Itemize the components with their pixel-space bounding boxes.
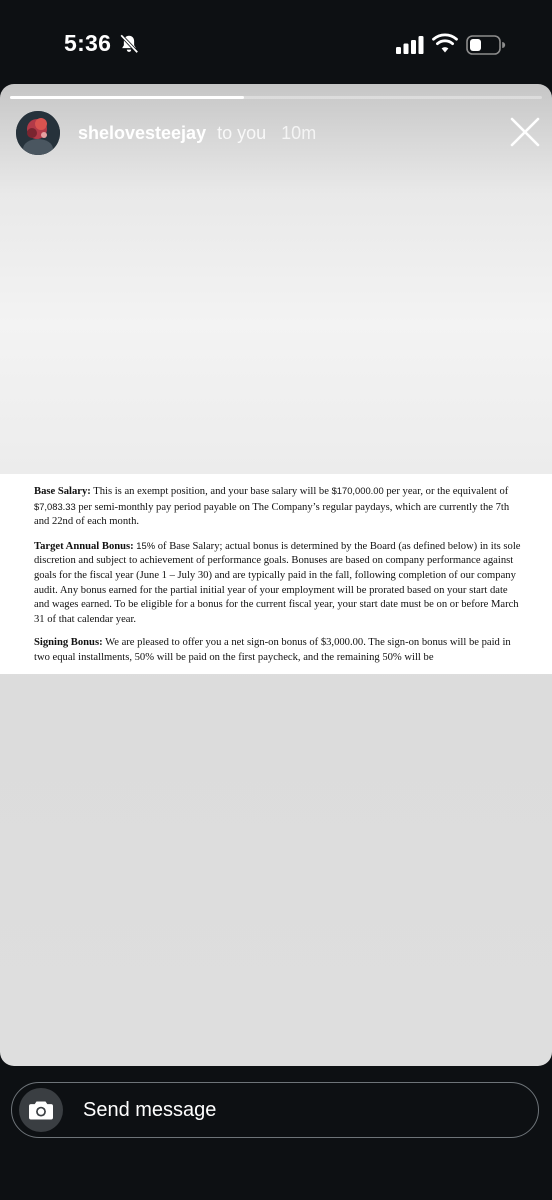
avatar[interactable] <box>16 111 60 155</box>
status-bar <box>0 0 552 84</box>
story-progress-fill <box>10 96 244 99</box>
send-message-input[interactable] <box>11 1082 539 1138</box>
signal-icon <box>396 36 424 54</box>
target-bonus-paragraph <box>34 539 524 628</box>
close-button[interactable] <box>507 114 543 150</box>
base-salary-amount: $170,000.00 <box>331 485 384 496</box>
avatar-image <box>16 111 60 155</box>
target-bonus-percent: 15% <box>133 539 156 551</box>
signing-bonus-heading: Signing Bonus: <box>34 637 103 649</box>
story-header <box>78 123 316 144</box>
signing-bonus-text: We are pleased to offer you a net sign-on bonus of $3,000.00. The sign-on bonus will be paid in two equal installments, 50% will be paid on the first paycheck, and the remaining 50% will be <box>34 637 511 663</box>
target-bonus-heading: Target Annual Bonus: <box>34 540 134 552</box>
message-bar <box>0 1066 552 1200</box>
camera-button[interactable] <box>19 1088 63 1132</box>
story-time-ago: 10m <box>281 123 317 143</box>
story-recipient: to you <box>217 123 267 143</box>
base-salary-heading: Base Salary: <box>34 486 91 497</box>
base-salary-text-1: This is an exempt position, and your base salary will be <box>90 486 332 497</box>
offer-letter-image <box>0 474 552 674</box>
bell-slash-icon <box>118 33 140 55</box>
story-progress-bar <box>10 96 542 99</box>
base-salary-text-2: per year, or the equivalent of <box>383 486 509 497</box>
story-viewer[interactable] <box>0 84 552 1066</box>
base-salary-text-3: per semi-monthly pay period payable on The Company’s regular paydays, which are currently the 7th and 22nd of each month. <box>34 501 510 528</box>
base-salary-paragraph <box>34 484 524 530</box>
send-message-placeholder: Send message <box>83 1099 217 1121</box>
signing-bonus-paragraph <box>34 636 524 665</box>
pay-period-amount: $7,083.33 <box>34 500 76 512</box>
wifi-icon <box>432 33 458 53</box>
target-bonus-text: of Base Salary; actual bonus is determined by the Board (as defined below) in its sole discretion and subject to achievement of performance goals. Bonuses are based on company performance against goals for the fiscal year (June 1 – July 30) and are typically paid in the fall, following completion of our company audit. Any bonus earned for the partial initial year of your employment will be prorated based on your start date and wages earned. To be eligible for a bonus for the current fiscal year, your start date must be on or before March 31 of that calendar year. <box>34 540 521 625</box>
close-icon <box>510 117 540 147</box>
camera-icon <box>28 1099 54 1121</box>
offer-letter-text <box>34 484 524 674</box>
story-username[interactable]: shelovesteejay <box>78 123 207 143</box>
battery-icon <box>466 35 506 55</box>
status-time: 5:36 <box>64 30 112 56</box>
